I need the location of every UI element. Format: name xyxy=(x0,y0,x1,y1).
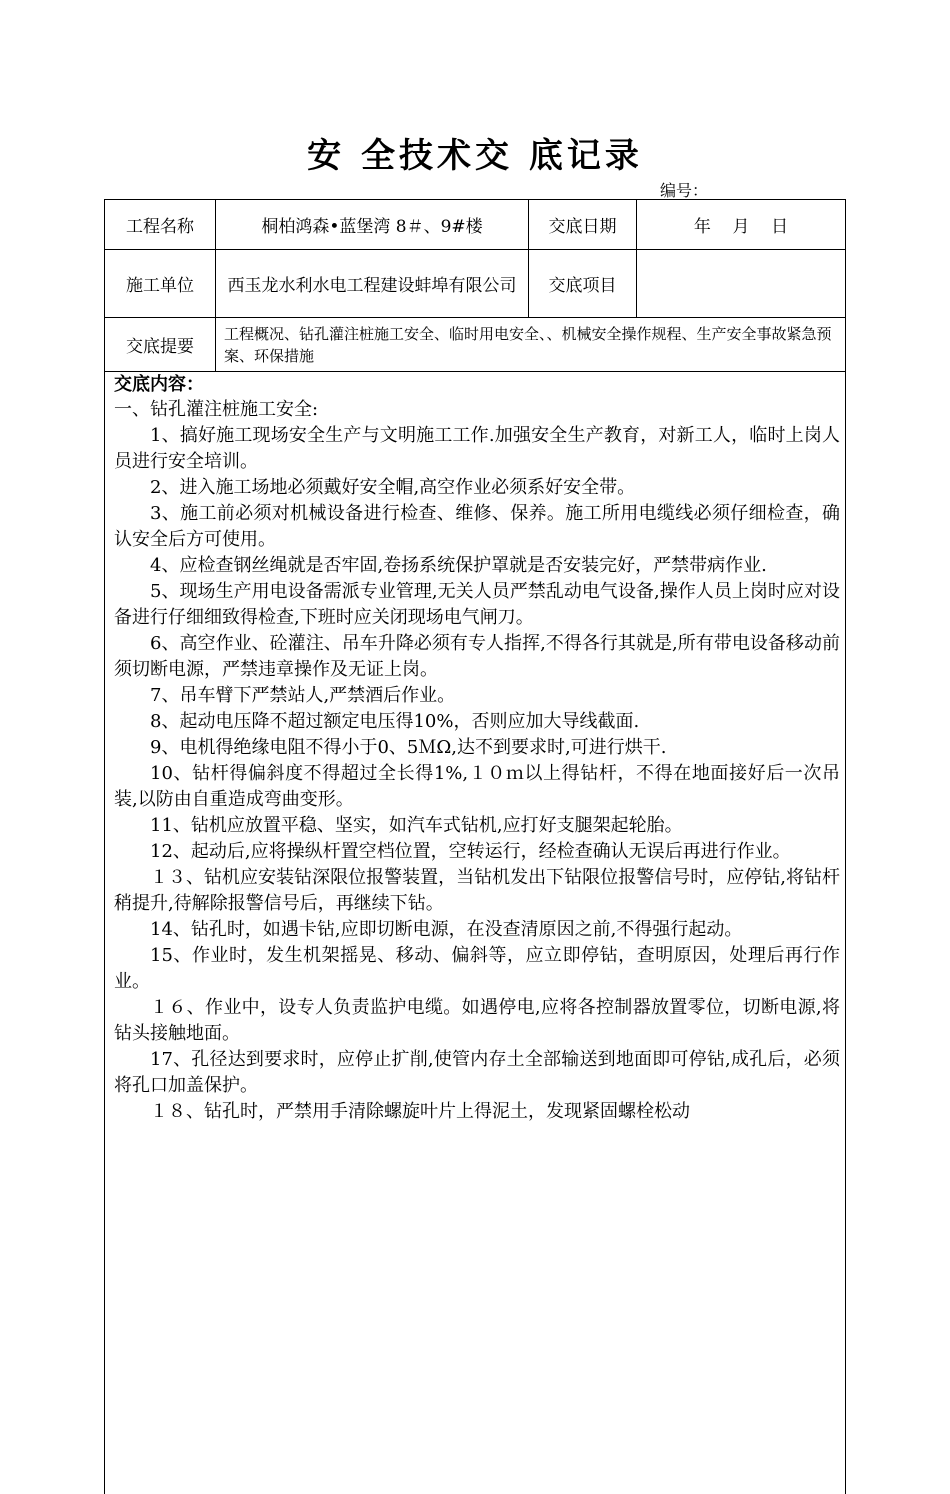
list-item: 11、钻机应放置平稳、坚实，如汽车式钻机,应打好支腿架起轮胎。 xyxy=(150,815,683,836)
list-item: 4、应检查钢丝绳就是否牢固,卷扬系统保护罩就是否安装完好，严禁带病作业. xyxy=(150,555,767,576)
date-label: 交底日期 xyxy=(529,200,637,250)
list-item: １３、钻机应安装钻深限位报警装置，当钻机发出下钻限位报警信号时，应停钻,将钻杆稍提升,待解除报警信号后，再继续下钻。 xyxy=(114,867,840,914)
list-item: 5、现场生产用电设备需派专业管理,无关人员严禁乱动电气设备,操作人员上岗时应对设备进行仔细细致得检查,下班时应关闭现场电气闸刀。 xyxy=(114,581,840,628)
list-item: 7、吊车臂下严禁站人,严禁酒后作业。 xyxy=(150,685,456,706)
list-item: 17、孔径达到要求时，应停止扩削,使管内存土全部输送到地面即可停钻,成孔后，必须将孔口加盖保护。 xyxy=(114,1049,840,1096)
list-item: 15、作业时，发生机架摇晃、移动、偏斜等，应立即停钻，查明原因，处理后再行作业。 xyxy=(114,945,840,992)
summary-label: 交底提要 xyxy=(105,318,216,372)
construction-unit-value: 西玉龙水利水电工程建设蚌埠有限公司 xyxy=(216,250,529,318)
document-number-label: 编号： xyxy=(660,181,709,200)
list-item: 3、施工前必须对机械设备进行检查、维修、保养。施工所用电缆线必须仔细检查，确认安全后方可使用。 xyxy=(114,503,840,550)
header-table xyxy=(104,199,846,372)
list-item: 6、高空作业、砼灌注、吊车升降必须有专人指挥,不得各行其就是,所有带电设备移动前须切断电源，严禁违章操作及无证上岗。 xyxy=(114,633,840,680)
section-title: 一、钻孔灌注桩施工安全: xyxy=(114,399,319,420)
list-item: 12、起动后,应将操纵杆置空档位置，空转运行，经检查确认无误后再进行作业。 xyxy=(150,841,791,862)
list-item: １８、钻孔时，严禁用手清除螺旋叶片上得泥土，发现紧固螺栓松动 xyxy=(150,1101,690,1122)
list-item: 10、钻杆得偏斜度不得超过全长得1%,１０ｍ以上得钻杆，不得在地面接好后一次吊装,以防由自重造成弯曲变形。 xyxy=(114,763,840,810)
list-item: 9、电机得绝缘电阻不得小于0、5ＭΩ,达不到要求时,可进行烘干. xyxy=(150,737,667,758)
briefing-item-label: 交底项目 xyxy=(529,250,637,318)
safety-items-list xyxy=(114,423,840,1125)
project-name-label: 工程名称 xyxy=(105,200,216,250)
list-item: １６、作业中，设专人负责监护电缆。如遇停电,应将各控制器放置零位，切断电源,将钻头接触地面。 xyxy=(114,997,840,1044)
list-item: 8、起动电压降不超过额定电压得10%，否则应加大导线截面. xyxy=(150,711,640,732)
summary-value: 工程概况、钻孔灌注桩施工安全、临时用电安全、、机械安全操作规程、生产安全事故紧急预案、环保措施 xyxy=(216,318,846,372)
content-title: 交底内容： xyxy=(114,374,204,395)
briefing-item-value xyxy=(637,250,846,318)
date-value: 年 月 日 xyxy=(637,200,846,250)
list-item: 2、进入施工场地必须戴好安全帽,高空作业必须系好安全带。 xyxy=(150,477,636,498)
page-title: 安 全技术交 底记录 xyxy=(307,136,643,176)
project-name-value: 桐柏鸿森•蓝堡湾 8＃、9#楼 xyxy=(216,200,529,250)
list-item: 1、搞好施工现场安全生产与文明施工工作.加强安全生产教育，对新工人，临时上岗人员进行安全培训。 xyxy=(114,425,840,472)
construction-unit-label: 施工单位 xyxy=(105,250,216,318)
briefing-content xyxy=(104,371,846,1494)
list-item: 14、钻孔时，如遇卡钻,应即切断电源，在没查清原因之前,不得强行起动。 xyxy=(150,919,743,940)
